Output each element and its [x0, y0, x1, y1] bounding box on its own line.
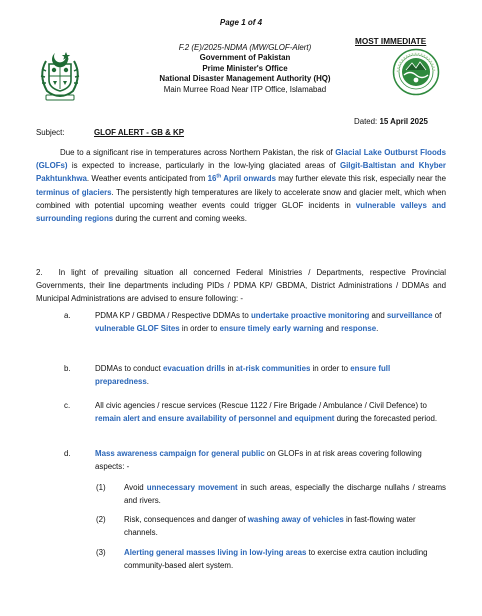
list-marker-c: c.	[64, 401, 71, 410]
office-line: Prime Minister's Office	[202, 63, 288, 73]
item-c-highlight-1: remain alert and ensure availability of personnel and equipment	[95, 414, 335, 424]
sub3-text-1: to exercise extra caution including community-based alert system.	[124, 548, 428, 571]
sub-marker-2: (2)	[96, 515, 106, 524]
reference-number: F.2 (E)/2025-NDMA (MW/GLOF-Alert)	[178, 43, 312, 52]
item-a-text-5: and	[323, 324, 342, 334]
item-b-text-2: in	[225, 364, 236, 373]
sub3-highlight-1: Alerting general masses living in low-lying areas	[124, 548, 307, 557]
item-a-highlight-5: response	[341, 324, 377, 334]
list-marker-d: d.	[64, 449, 71, 458]
item-b-text-4: .	[146, 377, 149, 387]
item-a-text-3: of	[432, 311, 442, 320]
sub2-text-2: in fast-flowing water channels.	[124, 515, 416, 538]
item-c-text-1: All civic agencies / rescue services (Rescue 1122 / Fire Brigade / Ambulance / Civil Defence) to	[95, 401, 427, 410]
item-b-highlight-1: evacuation drills	[162, 364, 226, 373]
page-number: Page 1 of 4	[219, 18, 263, 27]
para2-number: 2.	[36, 268, 43, 277]
para1-highlight-3a: 16	[207, 174, 217, 184]
sub2-text-1: Risk, consequences and danger of	[124, 515, 248, 524]
item-a-highlight-4: ensure timely early warning	[219, 324, 324, 334]
authority-line: National Disaster Management Authority (HQ)	[159, 74, 331, 84]
ndma-logo-icon	[392, 48, 440, 96]
priority-label: MOST IMMEDIATE	[355, 37, 427, 46]
dated-label: Dated:	[354, 117, 380, 126]
item-b-text-1: DDMAs to conduct	[95, 364, 163, 373]
paragraph-2	[36, 266, 446, 306]
sub1-highlight-1: unnecessary movement	[146, 483, 238, 492]
list-item-c-content	[95, 399, 446, 425]
sub-item-1-content	[124, 481, 446, 507]
item-a-highlight-1: undertake proactive monitoring	[250, 311, 370, 320]
sub2-highlight-1: washing away of vehicles	[247, 515, 344, 524]
para2-text: In light of prevailing situation all concerned Federal Ministries / Departments, respective Provincial Governments, their line departments including PIDs / PDMA KP/ GBDMA, District Administrations / DDMAs and Municipal Administrations are advised to ensure following: -	[36, 268, 446, 304]
item-d-text-1: on GLOFs in at risk areas covering following aspects: -	[95, 449, 422, 472]
item-b-highlight-2: at-risk communities	[235, 364, 311, 373]
list-item-d-content	[95, 447, 446, 473]
item-b-text-3: in order to	[310, 364, 351, 373]
para1-highlight-5: vulnerable valleys and surrounding regions	[36, 200, 446, 224]
government-line: Government of Pakistan	[199, 53, 291, 63]
sub-item-2-content	[124, 513, 446, 539]
item-a-text-6: .	[376, 324, 379, 334]
sub-marker-1: (1)	[96, 483, 106, 492]
item-a-text-1: PDMA KP / GBDMA / Respective DDMAs to	[95, 311, 251, 320]
para1-text-3: . Weather events anticipated from	[86, 174, 208, 184]
para1-superscript: th	[216, 173, 222, 180]
address-line: Main Murree Road Near ITP Office, Islamabad	[163, 84, 327, 94]
subject-label: Subject:	[36, 128, 65, 137]
para1-highlight-2: Gilgit-Baltistan and Khyber Pakhtunkhwa	[36, 161, 446, 184]
government-of-pakistan-emblem-icon	[32, 47, 88, 103]
list-marker-a: a.	[64, 311, 71, 320]
list-marker-b: b.	[64, 364, 71, 373]
item-a-highlight-3: vulnerable GLOF Sites	[95, 324, 180, 334]
sub1-text-2: in such areas, especially the discharge nullahs / streams and rivers.	[124, 483, 446, 506]
subject-text: GLOF ALERT - GB & KP	[94, 128, 185, 137]
sub1-text-1: Avoid	[124, 483, 147, 492]
dated-value: 15 April 2025	[379, 117, 428, 126]
paragraph-1	[36, 146, 446, 225]
para1-highlight-3b: April onwards	[221, 174, 276, 184]
letterhead	[120, 43, 370, 95]
para1-highlight-1: Glacial Lake Outburst Floods (GLOFs)	[36, 148, 446, 171]
subject-line	[36, 128, 184, 137]
sub-item-3-content	[124, 546, 446, 572]
date-line	[354, 117, 428, 126]
para1-text-4: may further elevate this risk, especially near the	[275, 174, 446, 184]
para1-text-6: during the current and coming weeks.	[113, 214, 247, 224]
para1-text-5: . The persistently high temperatures are likely to accelerate snow and glacier melt, which when combined with potential upcoming weather events could trigger GLOF incidents in	[36, 187, 446, 210]
item-d-highlight-1: Mass awareness campaign for general public	[95, 449, 265, 458]
item-a-text-4: in order to	[179, 324, 220, 334]
item-b-highlight-3: ensure full preparedness	[95, 364, 391, 387]
item-a-text-2: and	[369, 311, 387, 320]
list-item-b-content	[95, 362, 446, 388]
para1-highlight-4: terminus of glaciers	[36, 187, 112, 197]
sub-marker-3: (3)	[96, 548, 106, 557]
item-c-text-2: during the forecasted period.	[334, 414, 438, 424]
para1-text-1: Due to a significant rise in temperatures across Northern Pakistan, the risk of	[60, 148, 336, 157]
para1-text-2: is expected to increase, particularly in the low-lying glaciated areas of	[67, 161, 340, 171]
list-item-a-content	[95, 309, 446, 335]
item-a-highlight-2: surveillance	[386, 311, 433, 320]
